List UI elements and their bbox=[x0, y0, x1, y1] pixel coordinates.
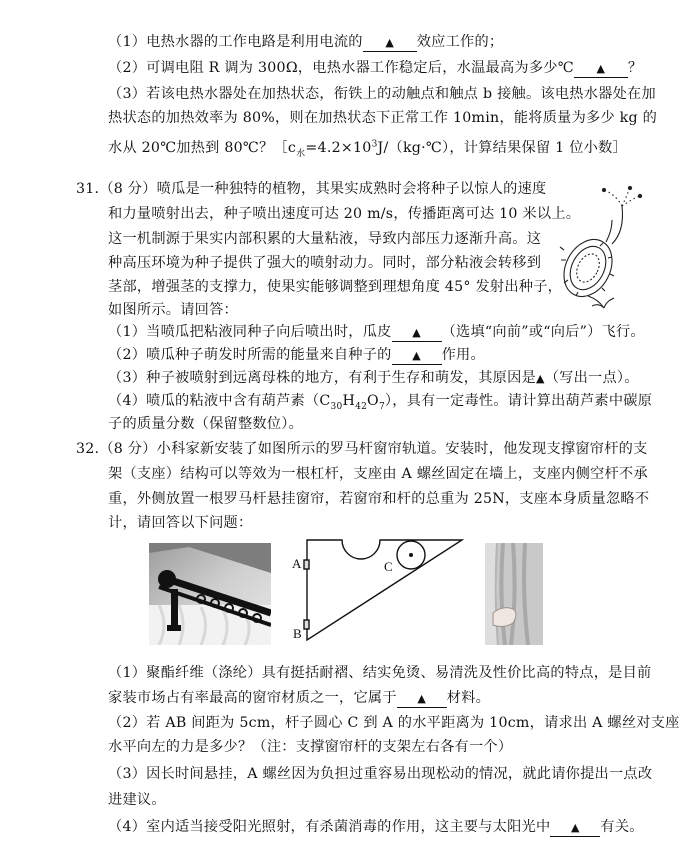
squirting-cucumber-figure bbox=[548, 184, 646, 310]
q30-part3-line1: （3）若该电热水器处在加热状态，衔铁上的动触点和触点 b 接触。该电热水器处在加 bbox=[108, 86, 656, 102]
q31-part2: （2）喷瓜种子萌发时所需的能量来自种子的 ▲ 作用。 bbox=[108, 347, 485, 363]
answer-mark-icon: ▲ bbox=[535, 372, 545, 385]
q30-part1: （1）电热水器的工作电路是利用电流的 ▲ 效应工作的； bbox=[108, 34, 504, 50]
q30-part3-line2: 热状态的加热效率为 80%，则在加热状态下正常工作 10min，能将质量为多少 kg 的 bbox=[108, 110, 658, 126]
answer-blank bbox=[392, 347, 442, 365]
q31-stem-line4: 种高压环境为种子提供了强大的喷射动力。同时，部分粘液会转移到 bbox=[108, 255, 542, 271]
q32-part1-line2: 家装市场占有率最高的窗帘材质之一，它属于 ▲ 材料。 bbox=[108, 690, 491, 706]
q32-part3-line1: （3）因长时间悬挂，A 螺丝因为负担过重容易出现松动的情况，就此请你提出一点改 bbox=[108, 766, 653, 782]
q32-part1-line1: （1）聚酯纤维（涤纶）具有挺括耐褶、结实免烫、易清洗及性价比高的特点，是目前 bbox=[108, 665, 652, 681]
answer-blank bbox=[392, 324, 442, 342]
bracket-lever-diagram bbox=[290, 536, 472, 646]
answer-blank bbox=[363, 34, 417, 52]
answer-mark-icon: ▲ bbox=[571, 821, 580, 834]
q32-part2-line2: 水平向左的力是多少？（注：支撑窗帘杆的支架左右各有一个） bbox=[108, 739, 513, 755]
q32-part2-line1: （2）若 AB 间距为 5cm，杆子圆心 C 到 A 的水平距离为 10cm，请求出 A 螺丝对支座 bbox=[108, 715, 680, 731]
q31-stem-line5: 茎部，增强茎的支撑力，使果实能够调整到理想角度 45° 发射出种子， bbox=[108, 279, 563, 295]
q31-stem-line3: 这一机制源于果实内部积累的大量粘液，导致内部压力逐渐升高。这 bbox=[108, 231, 542, 247]
q30-part3-line3: 水从 20℃加热到 80℃？$[c_水=4.2\times 10^3J/(kg\cdot℃)$，计算结果保留 1 位小数］ bbox=[108, 139, 627, 159]
answer-mark-icon: ▲ bbox=[412, 349, 421, 362]
q30-part2: （2）可调电阻 R 调为 300Ω，电热水器工作稳定后，水温最高为多少℃ ▲ ？ bbox=[108, 60, 643, 76]
q32-part3-line2: 进建议。 bbox=[108, 792, 166, 808]
q31-stem-line6: 如图所示。请回答： bbox=[108, 302, 238, 318]
q32-stem-line3: 重，外侧放置一根罗马杆悬挂窗帘，若窗帘和杆的总重为 25N，支座本身质量忽略不 bbox=[108, 491, 650, 507]
answer-blank bbox=[550, 819, 600, 837]
q32-stem-line1: 32.（8 分）小科家新安装了如图所示的罗马杆窗帘轨道。安装时，他发现支撑窗帘杆的支 bbox=[76, 441, 648, 457]
curtain-photo bbox=[485, 543, 543, 645]
answer-mark-icon: ▲ bbox=[412, 326, 421, 339]
label-A: A bbox=[292, 556, 302, 571]
label-B: B bbox=[293, 626, 302, 641]
q32-part4: （4）室内适当接受阳光照射，有杀菌消毒的作用，这主要与太阳光中 ▲ 有关。 bbox=[108, 819, 644, 835]
curtain-rod-photo bbox=[149, 543, 271, 645]
answer-mark-icon: ▲ bbox=[385, 36, 395, 49]
q32-stem-line2: 架（支座）结构可以等效为一根杠杆，支座由 A 螺丝固定在墙上，支座内侧空杆不承 bbox=[108, 466, 648, 482]
q31-part4-line2: 子的质量分数（保留整数位）。 bbox=[108, 416, 304, 432]
q31-stem-line2: 和力量喷射出去，种子喷出速度可达 20 m/s，传播距离可达 10 米以上。 bbox=[108, 206, 581, 222]
q31-stem-line1: 31.（8 分）喷瓜是一种独特的植物，其果实成熟时会将种子以惊人的速度 bbox=[76, 181, 547, 197]
label-C: C bbox=[384, 559, 393, 574]
q32-stem-line4: 计，请回答以下问题： bbox=[108, 515, 253, 531]
answer-blank bbox=[574, 60, 628, 78]
q31-part3: （3）种子被喷射到远离母株的地方，有利于生存和萌发，其原因是▲（写出一点）。 bbox=[108, 368, 639, 389]
answer-blank bbox=[397, 690, 447, 708]
q31-part4-line1: （4）喷瓜的粘液中含有葫芦素$(C_{30}H_{42}O_7)$，具有一定毒性。请计算出葫芦素中碳原 bbox=[108, 393, 653, 412]
q31-part1: （1）当喷瓜把粘液同种子向后喷出时，瓜皮 ▲ （选填“向前”或“向后”）飞行。 bbox=[108, 324, 645, 340]
answer-mark-icon: ▲ bbox=[596, 62, 606, 75]
answer-mark-icon: ▲ bbox=[417, 692, 427, 705]
